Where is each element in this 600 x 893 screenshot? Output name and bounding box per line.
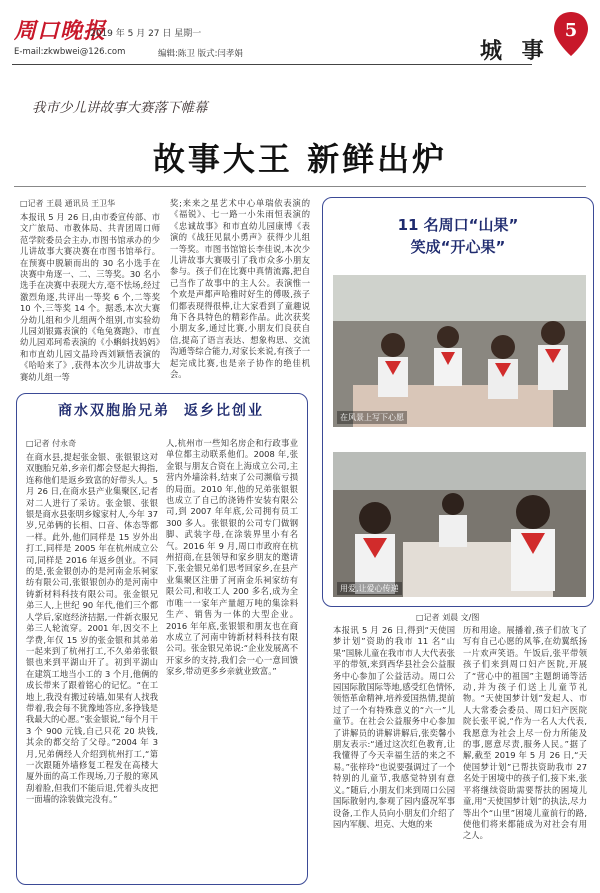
main-byline: □记者 王晨 通讯员 王卫华 bbox=[20, 199, 116, 208]
article-subtitle: 我市少儿讲故事大赛落下帷幕 bbox=[32, 100, 208, 116]
children-drawing-image-icon bbox=[333, 452, 586, 597]
photo-caption-2: 用爱,让爱心传递 bbox=[337, 582, 402, 595]
photo-caption-1: 在风景上写下心愿 bbox=[337, 411, 407, 424]
children-writing-image-icon bbox=[333, 275, 586, 427]
masthead bbox=[0, 0, 600, 76]
contact-email: E-mail:zkwbwei@126.com bbox=[14, 47, 126, 57]
entrepreneur-column-2: 人,杭州市一些知名房企和行政事业单位都主动联系他们。2008 年,张金银与朋友合资在上海成立公司,主营内外墙涂料,结束了公司濒临亏损的局面。2010 年,他的兄弟张银银也成立了自己的浇铸件安装有限公司,到 2007 年年底,公司拥有员工 300 多人。张银银的公司专门做钢脚、武装字母,在涂装界里小有名气。2016 年 9 月,周口市政府在杭州招商,在县领导和家乡朋友的邀请下,张金银兄弟们思考回家乡,在县产业集聚区注册了河南金乐祠家纺有限公司,和收工人 200 多名,成为全市唯一一家年产量超万吨的集涂料生产、销售为一体的大型企业。2016 年年底,张银银和朋友也在商水成立了河南中铸新材料科技有限公司。张金银兄弟说:“企业发展离不开家乡的支持,我们会一心一意回馈家乡,带动更多乡亲就业致富。” bbox=[166, 438, 298, 677]
article-headline: 故事大王 新鲜出炉 bbox=[152, 140, 448, 178]
entrepreneur-title-part-2: 返乡比创业 bbox=[184, 403, 264, 419]
side-story-byline: □记者 刘晨 文/图 bbox=[416, 613, 480, 622]
entrepreneur-title-part-1: 商水双胞胎兄弟 bbox=[58, 403, 170, 419]
children-writing-photo bbox=[333, 275, 586, 427]
children-drawing-photo bbox=[333, 452, 586, 597]
entrepreneur-column-1: 在商水县,提起张金银、张银银这对双胞胎兄弟,乡亲们都会竖起大拇指,连称他们是返乡致富的好带头人。5 月 26 日,在商水县产业集聚区,记者对二人进行了采访。张金银、张银银是商水县张明乡嫁家村人,今年 37 岁,兄弟俩的长相、口音、体态等都一样。此外,他们同样是 15 岁外出打工,同样是 2005 年在杭州成立公司,同样是 2016 年返乡创业。不同的是,张金银创办的是河南金乐祠家纺有限公司,张银银创办的是河南中铸新材料科技有限公司。张金银兄弟三人,上世纪 90 年代,他们三个都人学后,家庭经济拮据,一件新衣服兄弟三人轮流穿。2001 年,因交不上学费,年仅 15 岁的张金银和其弟弟一起来到了杭州打工,不久弟弟张银银也来到平湖山开了。初到平湖山在建筑工地当小工的 3 个月,他俩的成长带来了跟着铭心的记忆。“在工地上,我没有搬过砖墙,如果有人找我带着,我会每不犹豫地答应,多挣钱是我最大的心愿。”张金银说,“每个月干 3 个 900 元钱,自己只花 20 块钱,其余的都交给了父母。”2004 年 3 月,兄弟俩经人介绍到杭州打工,“第一次跟随外墙修复工程发在高楼大厦外面的高工作现场,刀子般的寒风刮着脸,但我们不能后退,凭着头皮把一面墙的涂装做完没有。” bbox=[26, 452, 158, 805]
side-story-title bbox=[322, 214, 594, 258]
section-title: 城 事 bbox=[480, 38, 550, 64]
entrepreneur-story-title bbox=[16, 400, 306, 420]
page-number: 5 bbox=[564, 20, 578, 41]
masthead-rule bbox=[12, 64, 532, 65]
headline-divider bbox=[14, 186, 586, 187]
side-story-column-2: 历和用途。展播着,孩子们放飞了写有自己心愿的风筝,在幼翼纸扬一片欢声笑语。午饭后,张平带领孩子们来到周口妇产医院,开展了“营心中的祖国”主题朗诵等活动,并为孩子们送上儿童节礼物。“天使国梦计划”发起人、市人大常委会委员、周口妇产医院院长张平说,“作为一名人大代表,我愿意为社会上尽一份力所能及的事,愿意尽责,服务人民。”据了解,截至 2019 年 5 月 26 日,“天使国梦计划”已帮扶资助我市 27 名处于困境中的孩子们,接下来,张平将继续资助需要帮扶的困境儿童,用“天使国梦计划”的执法,尽力等出个“山里”困境儿童前行的路,使他们将来都能成为对社会有用之人。 bbox=[463, 625, 587, 841]
main-article-column-1: 本报讯 5 月 26 日,由市委宣传部、市文广旅局、市教体局、共青团周口师范学院委员会主办,市图书馆承办的少儿讲故事大赛决赛在市图书馆举行。在预赛中脱颖而出的 30 名小选手在决赛中角逐一、二、三等奖。30 名小选手在决赛中表现大方,毫不怯场,经过激烈角逐,共评出一等奖 6 个,二等奖 10 个,三等奖 14 个。据悉,本次大赛分幼儿组和少儿组两个组别,市实验幼儿园刘银露表演的《龟兔赛跑》、市直幼儿园邓珂希表演的《小蝌蚪找妈妈》和市直幼儿园文晶玲西刘颖悟表演的《哈哈来了》,获得本次少儿讲故事大赛幼儿组一等 bbox=[20, 212, 160, 382]
newspaper-logo: 周口晚报 bbox=[14, 18, 107, 44]
page-number-pin-icon bbox=[552, 10, 590, 58]
issue-date: 2019 年 5 月 27 日 星期一 bbox=[90, 29, 202, 39]
entrepreneur-byline: □记者 付永奇 bbox=[26, 439, 77, 448]
side-story-title-line-2: 笑成“开心果” bbox=[410, 238, 506, 256]
side-story-column-1: 本报讯 5 月 26 日,得到“天使国梦计划”资助的我市 11 名“山果”国脉儿童在我市市人大代表张平的带领,来到西华县社会公益服务中心参加了公益活动。周口公园国际散国际等地,感受红色情怀,领悟革命精神,培养爱国热情,提前过了一个有特殊意义的“六一”儿童节。在社会公益服务中心参加了讲解员的讲解讲解后,张奕馨小朋友表示:“通过这次红色教育,让我懂得了今天幸福生活的来之不易。”张梓玲“也说要强调过了一个特别的儿童节,我感觉特别有意义。”随后,小朋友们来到周口公园国际散射内,参观了园内盛况军事设备,工作人员向小朋友们介绍了园内军舰、坦克、大炮的来 bbox=[333, 625, 455, 829]
side-story-title-line-1: 11 名周口“山果” bbox=[397, 216, 519, 234]
editor-credit: 编辑:陈卫 版式:闫孝娟 bbox=[158, 49, 243, 59]
main-article-column-2: 奖;来来之星艺术中心单瑞依表演的《福锐》、七一路一小朱雨恒表演的《忠诚故事》和市直幼儿园康博《表演的《战狂见鼠小勇声》获得少儿组一等奖。市图书馆馆长李佳说,本次少儿讲故事大赛吸引了我市众多小朋友参与。孩子们在比赛中真情流露,把自己当作了故事中的主人公。表演惟一个欢是声都声哈雅时好生的傅吸,孩子们都表现得很棒,让大家看到了童趣说角下各具特色的精彩作品。此次获奖小朋友多,通过比赛,小朋友们良获自信,提高了语言表达、想象构思、交流沟通等综合能力,对家长来说,有孩子一起完成比赛,也是亲子协作的绝佳机会。 bbox=[170, 198, 310, 380]
